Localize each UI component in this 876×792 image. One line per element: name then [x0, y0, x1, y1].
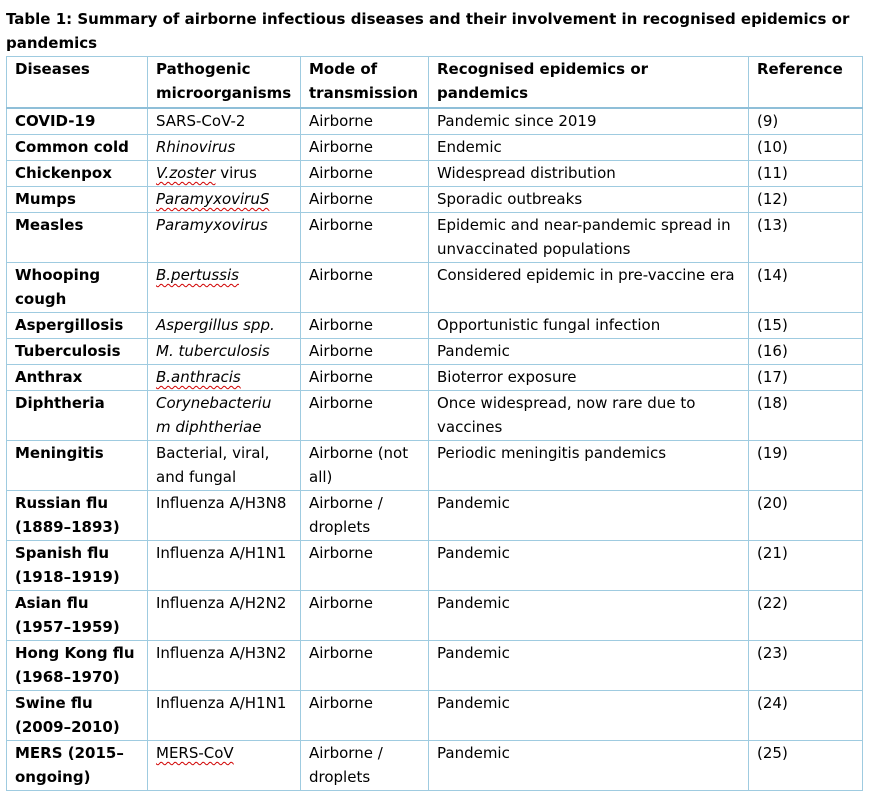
header-row: [7, 57, 863, 109]
reference-cell: (19): [749, 441, 863, 491]
pathogen-cell: [148, 187, 301, 213]
table-row: [7, 741, 863, 791]
disease-cell: COVID-19: [7, 108, 148, 135]
epidemic-cell: Pandemic: [429, 641, 749, 691]
disease-cell: Hong Kong flu (1968–1970): [7, 641, 148, 691]
pathogen-cell: SARS-CoV-2: [148, 108, 301, 135]
reference-cell: (16): [749, 339, 863, 365]
epidemic-cell: Periodic meningitis pandemics: [429, 441, 749, 491]
table-row: [7, 391, 863, 441]
transmission-cell: Airborne: [301, 213, 429, 263]
reference-cell: (20): [749, 491, 863, 541]
disease-cell: MERS (2015–ongoing): [7, 741, 148, 791]
disease-cell: Common cold: [7, 135, 148, 161]
table-row: [7, 641, 863, 691]
reference-cell: (9): [749, 108, 863, 135]
diseases-table: [6, 56, 863, 791]
pathogen-cell: Bacterial, viral, and fungal: [148, 441, 301, 491]
pathogen-cell: Paramyxovirus: [148, 213, 301, 263]
transmission-cell: Airborne: [301, 641, 429, 691]
epidemic-cell: Pandemic: [429, 741, 749, 791]
epidemic-cell: Widespread distribution: [429, 161, 749, 187]
header-diseases: Diseases: [7, 57, 148, 109]
table-row: [7, 135, 863, 161]
disease-cell: Tuberculosis: [7, 339, 148, 365]
transmission-cell: Airborne: [301, 187, 429, 213]
table-row: [7, 161, 863, 187]
pathogen-cell: Aspergillus spp.: [148, 313, 301, 339]
table-row: [7, 691, 863, 741]
epidemic-cell: Opportunistic fungal infection: [429, 313, 749, 339]
transmission-cell: Airborne / droplets: [301, 491, 429, 541]
pathogen-cell: Influenza A/H1N1: [148, 541, 301, 591]
reference-cell: (23): [749, 641, 863, 691]
reference-cell: (14): [749, 263, 863, 313]
disease-cell: Swine flu (2009–2010): [7, 691, 148, 741]
reference-cell: (10): [749, 135, 863, 161]
epidemic-cell: Bioterror exposure: [429, 365, 749, 391]
epidemic-cell: Pandemic: [429, 541, 749, 591]
epidemic-cell: Considered epidemic in pre-vaccine era: [429, 263, 749, 313]
reference-cell: (15): [749, 313, 863, 339]
epidemic-cell: Once widespread, now rare due to vaccines: [429, 391, 749, 441]
epidemic-cell: Pandemic: [429, 591, 749, 641]
pathogen-line-2: m diphtheriae: [156, 418, 262, 436]
disease-cell: Diphtheria: [7, 391, 148, 441]
reference-cell: (24): [749, 691, 863, 741]
pathogen-line-1: Corynebacteriu: [156, 394, 272, 412]
disease-cell: Chickenpox: [7, 161, 148, 187]
pathogen-cell: [148, 263, 301, 313]
disease-cell: Anthrax: [7, 365, 148, 391]
reference-cell: (22): [749, 591, 863, 641]
table-row: [7, 339, 863, 365]
disease-cell: Measles: [7, 213, 148, 263]
pathogen-italic: V.zoster: [156, 164, 216, 182]
disease-cell: Asian flu (1957–1959): [7, 591, 148, 641]
header-reference: Reference: [749, 57, 863, 109]
transmission-cell: Airborne: [301, 161, 429, 187]
disease-cell: Aspergillosis: [7, 313, 148, 339]
table-caption: Table 1: Summary of airborne infectious diseases and their involvement in recognised epidemics or pandemics: [6, 10, 850, 52]
epidemic-cell: Sporadic outbreaks: [429, 187, 749, 213]
transmission-cell: Airborne: [301, 365, 429, 391]
pathogen-cell: [148, 741, 301, 791]
table-row: [7, 441, 863, 491]
table-row: [7, 108, 863, 135]
table-row: [7, 365, 863, 391]
table-row: [7, 491, 863, 541]
disease-cell: Whooping cough: [7, 263, 148, 313]
transmission-cell: Airborne: [301, 339, 429, 365]
epidemic-cell: Endemic: [429, 135, 749, 161]
header-pathogens: Pathogenic microorganisms: [148, 57, 301, 109]
reference-cell: (12): [749, 187, 863, 213]
reference-cell: (17): [749, 365, 863, 391]
disease-cell: Spanish flu (1918–1919): [7, 541, 148, 591]
table-row: [7, 313, 863, 339]
transmission-cell: Airborne: [301, 313, 429, 339]
table-row: [7, 541, 863, 591]
epidemic-cell: Pandemic: [429, 339, 749, 365]
epidemic-cell: Pandemic: [429, 491, 749, 541]
header-transmission: Mode of transmission: [301, 57, 429, 109]
pathogen-italic: B.anthracis: [156, 368, 241, 386]
transmission-cell: Airborne: [301, 135, 429, 161]
disease-cell: Meningitis: [7, 441, 148, 491]
pathogen-italic: ParamyxoviruS: [156, 190, 270, 208]
reference-cell: (11): [749, 161, 863, 187]
table-row: [7, 591, 863, 641]
transmission-cell: Airborne / droplets: [301, 741, 429, 791]
pathogen-cell: [148, 161, 301, 187]
pathogen-cell: Influenza A/H1N1: [148, 691, 301, 741]
pathogen-italic: B.pertussis: [156, 266, 239, 284]
transmission-cell: Airborne: [301, 391, 429, 441]
disease-cell: Russian flu (1889–1893): [7, 491, 148, 541]
transmission-cell: Airborne: [301, 541, 429, 591]
transmission-cell: Airborne (not all): [301, 441, 429, 491]
epidemic-cell: Pandemic: [429, 691, 749, 741]
table-row: [7, 263, 863, 313]
pathogen-cell: [148, 365, 301, 391]
pathogen-text: MERS-CoV: [156, 744, 234, 762]
table-row: [7, 187, 863, 213]
pathogen-cell: Influenza A/H2N2: [148, 591, 301, 641]
epidemic-cell: Pandemic since 2019: [429, 108, 749, 135]
pathogen-cell: Influenza A/H3N8: [148, 491, 301, 541]
reference-cell: (21): [749, 541, 863, 591]
pathogen-suffix: virus: [215, 164, 257, 182]
transmission-cell: Airborne: [301, 591, 429, 641]
disease-cell: Mumps: [7, 187, 148, 213]
epidemic-cell: Epidemic and near-pandemic spread in unvaccinated populations: [429, 213, 749, 263]
pathogen-cell: Influenza A/H3N2: [148, 641, 301, 691]
reference-cell: (25): [749, 741, 863, 791]
transmission-cell: Airborne: [301, 691, 429, 741]
table-row: [7, 213, 863, 263]
transmission-cell: Airborne: [301, 263, 429, 313]
pathogen-cell: Rhinovirus: [148, 135, 301, 161]
transmission-cell: Airborne: [301, 108, 429, 135]
header-epidemics: Recognised epidemics or pandemics: [429, 57, 749, 109]
reference-cell: (13): [749, 213, 863, 263]
pathogen-cell: [148, 391, 301, 441]
reference-cell: (18): [749, 391, 863, 441]
pathogen-cell: M. tuberculosis: [148, 339, 301, 365]
